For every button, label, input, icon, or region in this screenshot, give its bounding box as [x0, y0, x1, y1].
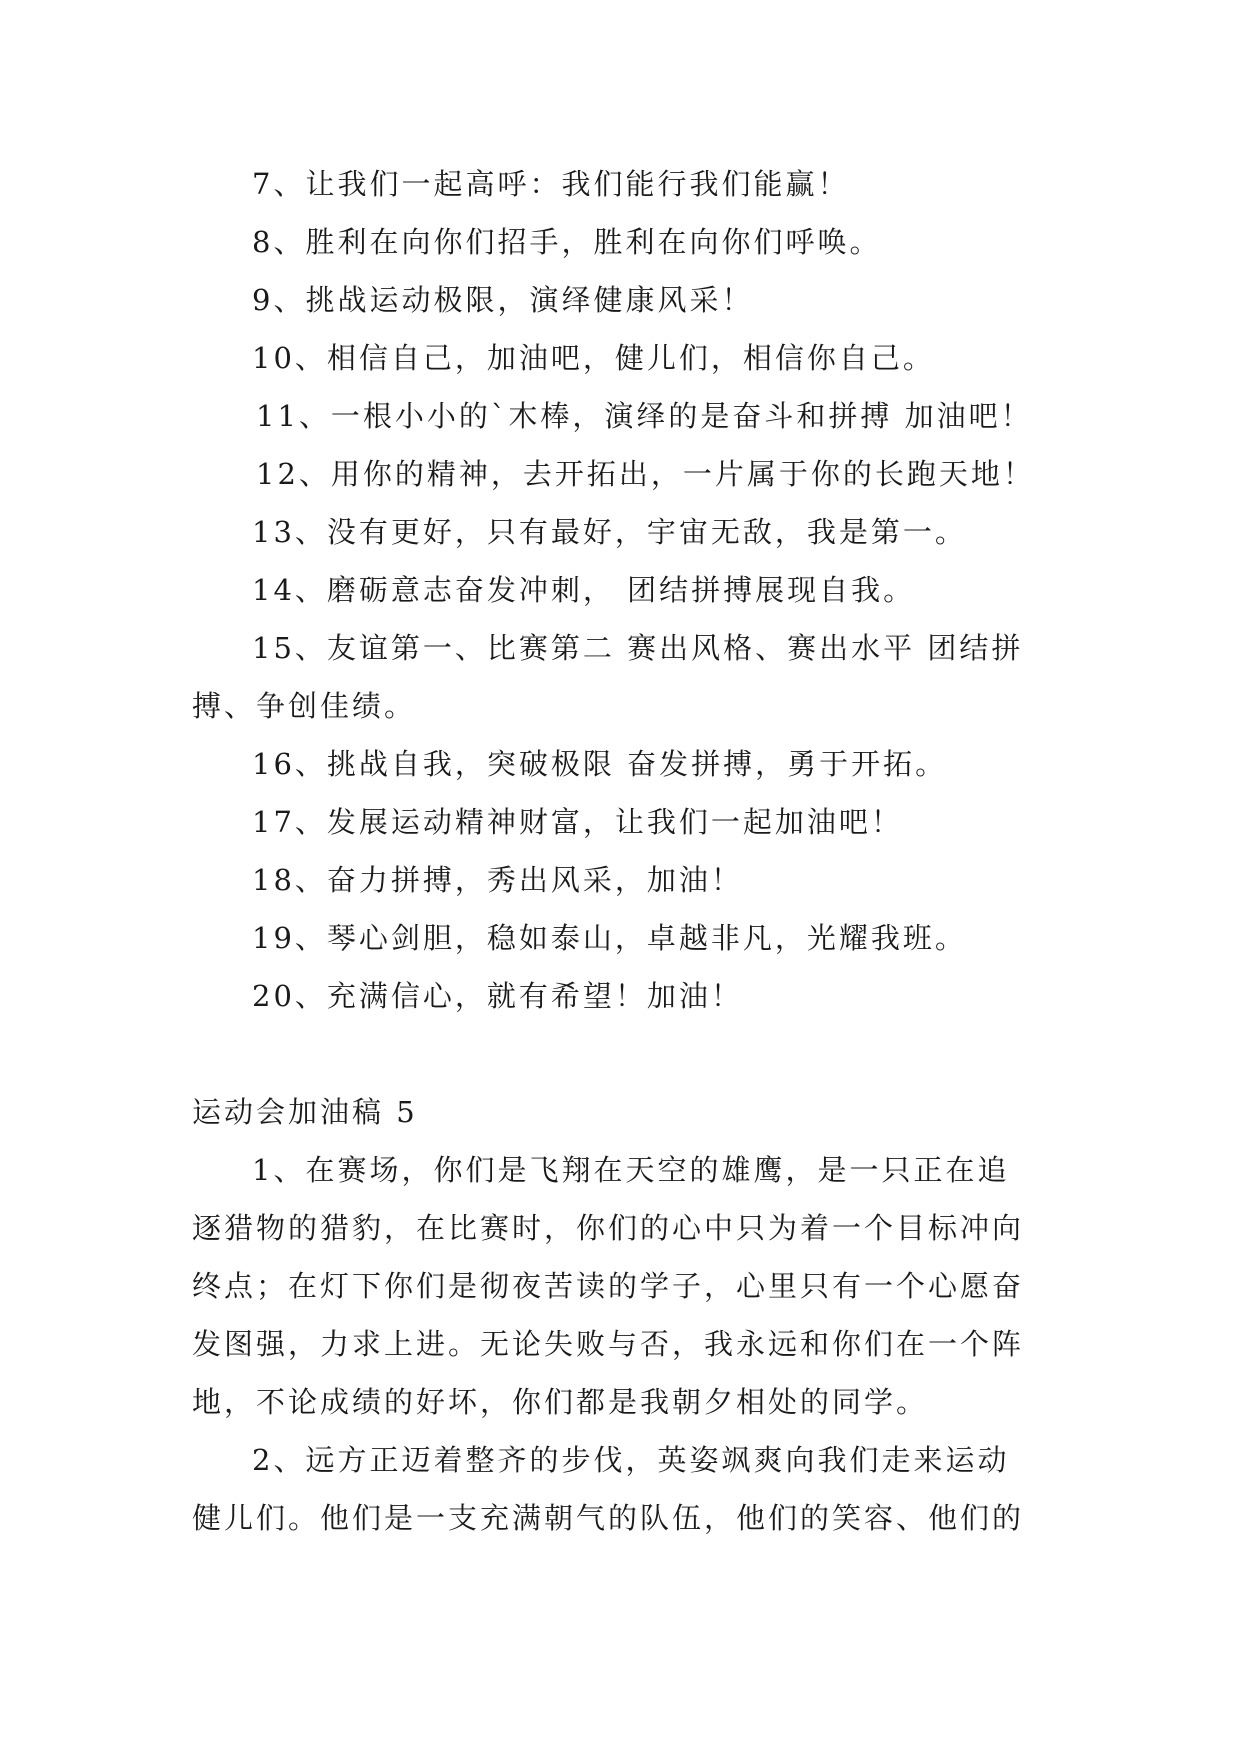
paragraph-line: 逐猎物的猎豹，在比赛时，你们的心中只为着一个目标冲向 [192, 1211, 1025, 1245]
list-item: 11、一根小小的`木棒，演绎的是奋斗和拼搏 加油吧！ [256, 399, 1033, 433]
list-item: 8、胜利在向你们招手，胜利在向你们呼唤。 [252, 225, 882, 259]
list-item: 18、奋力拼搏，秀出风采，加油！ [252, 863, 743, 897]
list-item: 10、相信自己，加油吧，健儿们，相信你自己。 [252, 341, 935, 375]
paragraph-line: 1、在赛场，你们是飞翔在天空的雄鹰，是一只正在追 [252, 1153, 1010, 1187]
list-item: 13、没有更好，只有最好，宇宙无敌，我是第一。 [252, 515, 967, 549]
section-title: 运动会加油稿 5 [192, 1095, 418, 1129]
list-item: 12、用你的精神，去开拓出，一片属于你的长跑天地！ [256, 457, 1035, 491]
paragraph-line: 终点；在灯下你们是彻夜苦读的学子，心里只有一个心愿奋 [192, 1269, 1025, 1303]
list-item-continuation: 搏、争创佳绩。 [192, 689, 417, 723]
paragraph-line: 2、远方正迈着整齐的步伐，英姿飒爽向我们走来运动 [252, 1443, 1010, 1477]
paragraph-line: 地，不论成绩的好坏，你们都是我朝夕相处的同学。 [192, 1385, 929, 1419]
list-item: 16、挑战自我，突破极限 奋发拼搏，勇于开拓。 [252, 747, 948, 781]
list-item: 15、友谊第一、比赛第二 赛出风格、赛出水平 团结拼 [252, 631, 1024, 665]
paragraph-line: 健儿们。他们是一支充满朝气的队伍，他们的笑容、他们的 [192, 1501, 1025, 1535]
list-item: 7、让我们一起高呼：我们能行我们能赢！ [252, 167, 850, 201]
list-item: 19、琴心剑胆，稳如泰山，卓越非凡，光耀我班。 [252, 921, 967, 955]
paragraph-line: 发图强，力求上进。无论失败与否，我永远和你们在一个阵 [192, 1327, 1025, 1361]
list-item: 14、磨砺意志奋发冲刺， 团结拼搏展现自我。 [252, 573, 916, 607]
list-item: 17、发展运动精神财富，让我们一起加油吧！ [252, 805, 903, 839]
list-item: 9、挑战运动极限，演绎健康风采！ [252, 283, 754, 317]
list-item: 20、充满信心，就有希望！加油！ [252, 979, 743, 1013]
